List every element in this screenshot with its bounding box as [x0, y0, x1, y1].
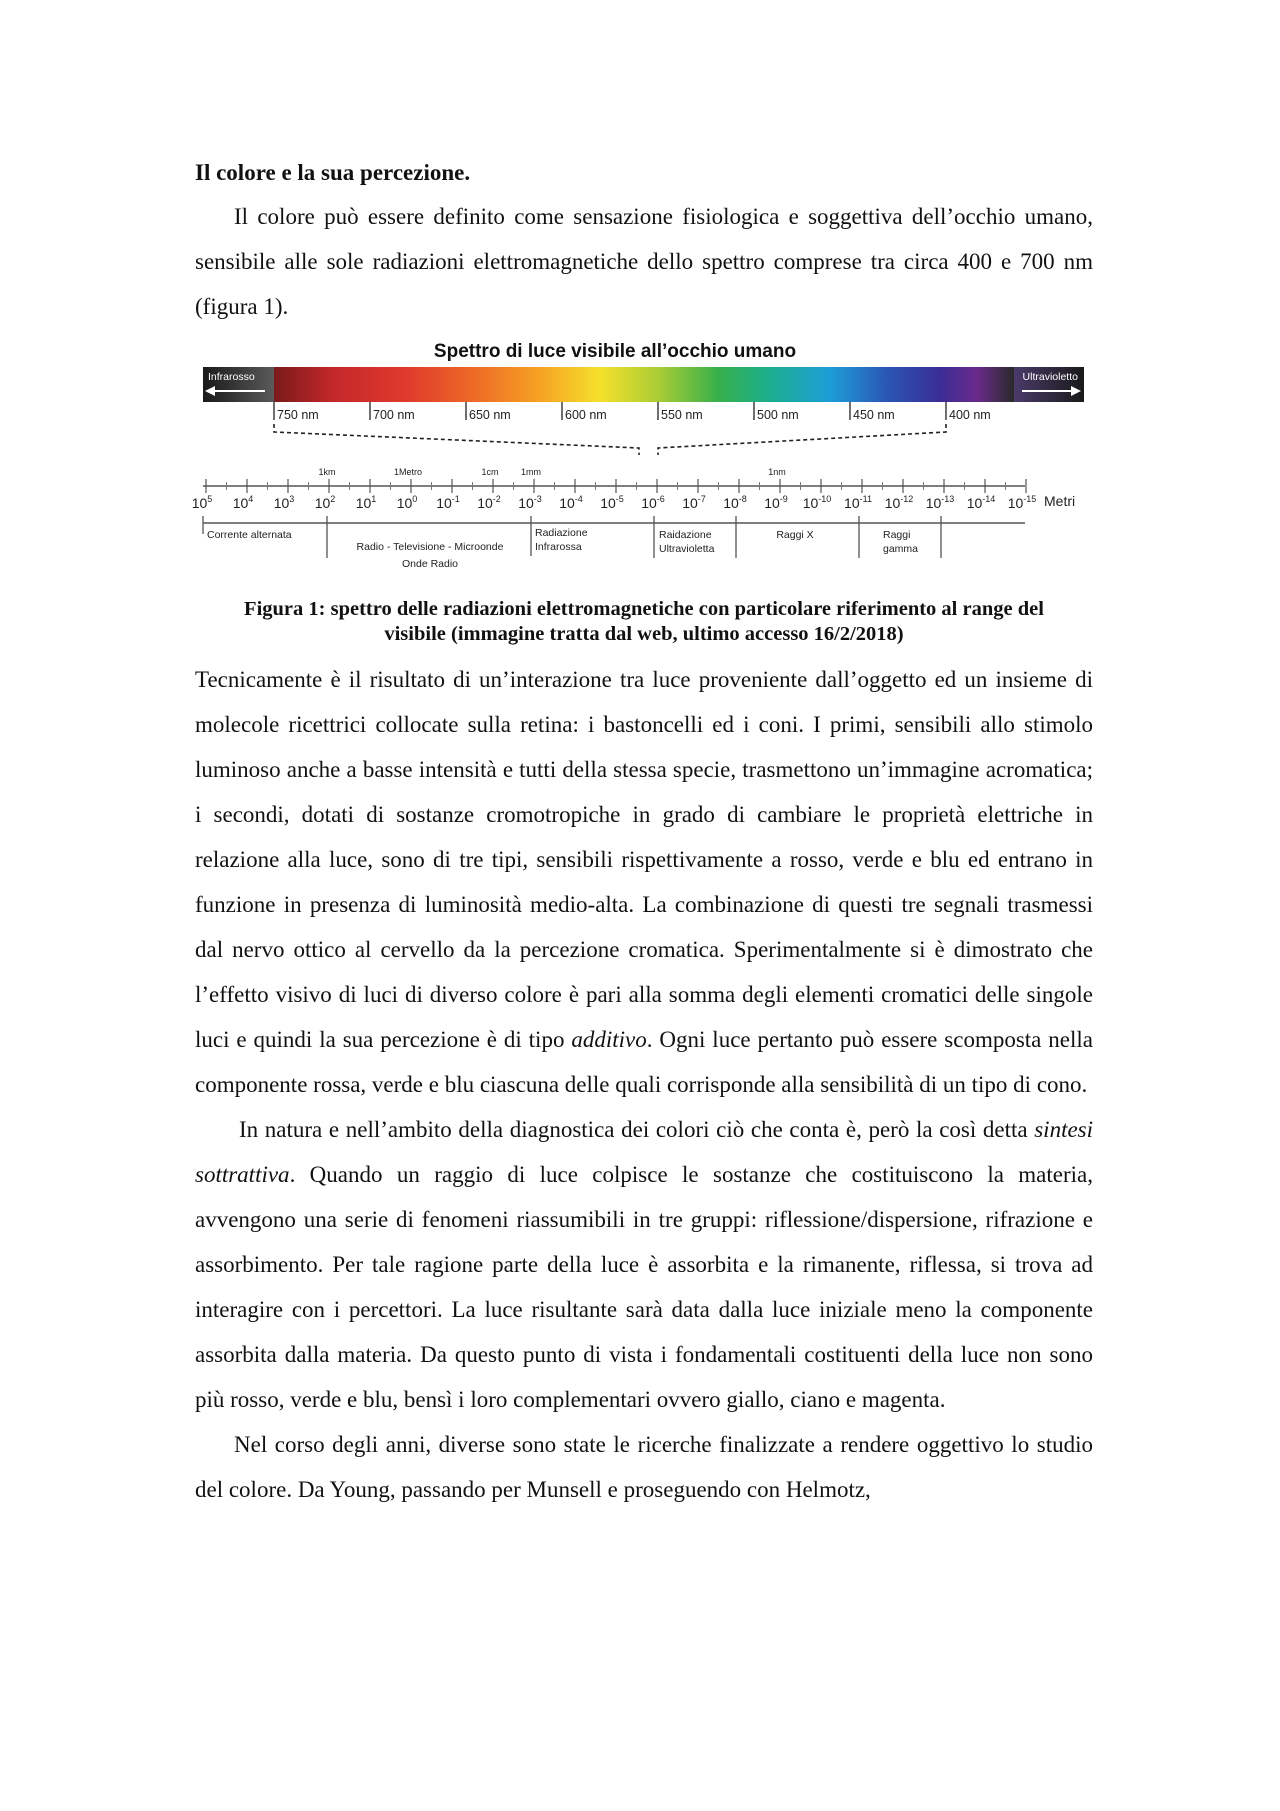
paragraph-3-emphasis: sintesi sottrattiva: [195, 1117, 1094, 1187]
zoom-lines: [274, 424, 946, 455]
paragraph-3: [195, 1107, 1093, 1422]
paragraph-2-emphasis: additivo: [571, 1027, 647, 1052]
exponent-label: $10^{-15}$: [1007, 494, 1037, 511]
nm-label: 600 nm: [565, 408, 607, 422]
band-uv-sublabel: Ultravioletta: [659, 543, 715, 555]
axis-ticks: [206, 479, 1026, 493]
band-radio-sublabel: Onde Radio: [401, 558, 459, 570]
nm-label: 450 nm: [853, 408, 895, 422]
spectrum-diagram: [191, 336, 1093, 594]
paragraph-3-text: In natura e nell’ambito della diagnostica dei colori ciò che conta è, però la così detta: [239, 1117, 1028, 1142]
scale-mark: 1nm: [768, 467, 786, 477]
scale-mark: 1mm: [521, 467, 541, 477]
exponent-label: $10^{-3}$: [518, 494, 542, 511]
nm-label: 500 nm: [757, 408, 799, 422]
section-title: Il colore e la sua percezione.: [195, 160, 471, 185]
unit-label: Metri: [1044, 493, 1076, 509]
exponent-label: $10^{-9}$: [764, 494, 788, 511]
infrared-label: Infrarosso: [208, 371, 255, 383]
document-page: [191, 158, 1094, 1512]
band-uv-label: Raidazione: [659, 529, 712, 541]
exponent-label: $10^{-14}$: [966, 494, 996, 511]
exponent-label: $10^{-10}$: [802, 494, 832, 511]
figure-caption: [195, 597, 1093, 647]
band-gamma-sublabel: gamma: [883, 543, 919, 555]
exponent-label: $10^{-7}$: [682, 494, 706, 511]
exponent-label: $10^5$: [191, 494, 213, 511]
nm-label: 550 nm: [661, 408, 703, 422]
exponent-label: $10^1$: [355, 494, 377, 511]
exponent-labels: [192, 494, 1037, 511]
exponent-label: $10^0$: [396, 494, 418, 511]
band-ir-label: Radiazione: [535, 527, 588, 539]
paragraph-4: Nel corso degli anni, diverse sono state le ricerche finalizzate a rendere oggettivo lo studio del colore. Da Young, passando per Munsell e proseguendo con Helmotz,: [195, 1432, 1093, 1502]
exponent-label: $10^{-1}$: [436, 494, 460, 511]
nm-label: 750 nm: [277, 408, 319, 422]
scale-mark: 1Metro: [393, 467, 423, 477]
exponent-label: $10^{-12}$: [884, 494, 914, 511]
band-ir-sublabel: Infrarossa: [535, 541, 582, 553]
scale-mark: 1km: [318, 467, 336, 477]
caption-line-2: visibile (immagine tratta dal web, ultimo accesso 16/2/2018): [384, 623, 904, 645]
figure-1: [191, 336, 1093, 594]
nm-label: 400 nm: [949, 408, 991, 422]
exponent-label: $10^{-8}$: [723, 494, 747, 511]
nm-label: 650 nm: [469, 408, 511, 422]
exponent-label: $10^4$: [232, 494, 254, 511]
paragraph-1: Il colore può essere definito come sensazione fisiologica e soggettiva dell’occhio umano, sensibile alle sole radiazioni elettromagnetiche dello spettro comprese tra circa 400 e 700 nm (figura 1).: [195, 204, 1093, 319]
ultraviolet-label: Ultravioletto: [1022, 371, 1078, 383]
exponent-label: $10^{-6}$: [641, 494, 665, 511]
visible-spectrum-bar: [274, 367, 1014, 402]
figure-title: Spettro di luce visibile all’occhio umano: [433, 341, 797, 362]
scale-mark: 1cm: [481, 467, 499, 477]
nm-label: 700 nm: [373, 408, 415, 422]
exponent-label: $10^2$: [314, 494, 336, 511]
exponent-label: $10^{-11}$: [844, 494, 872, 511]
band-radio-label: Radio - Televisione - Microonde: [356, 541, 504, 553]
caption-line-1: Figura 1: spettro delle radiazioni elettromagnetiche con particolare riferimento al range del: [244, 598, 1044, 620]
paragraph-2: [195, 657, 1093, 1107]
paragraph-2-end: . Ogni luce pertanto può essere scomposta nella componente rossa, verde e blu ciascuna delle quali corrisponde alla sensibilità di un tipo di cono.: [195, 1027, 1093, 1097]
paragraph-2-text: Tecnicamente è il risultato di un’interazione tra luce proveniente dall’oggetto ed un insieme di molecole ricettrici collocate sulla retina: i bastoncelli ed i coni. I primi, sensibili allo stimolo luminoso anche a basse intensità e tutti della stessa specie, trasmettono un’immagine acromatica; i secondi, dotati di sostanze cromotropiche in grado di cambiare le proprietà elettriche in relazione alla luce, sono di tre tipi, sensibili rispettivamente a rosso, verde e blu ed entrano in funzione in presenza di luminosità medio-alta. La combinazione di questi tre segnali trasmessi dal nervo ottico al cervello da la percezione cromatica. Sperimentalmente si è dimostrato che l’effetto visivo di luci di diverso colore è pari alla somma degli elementi cromatici delle singole luci e quindi la sua percezione è di tipo: [195, 667, 1093, 1052]
exponent-label: $10^{-4}$: [559, 494, 583, 511]
paragraph-3-end: . Quando un raggio di luce colpisce le sostanze che costituiscono la materia, avvengono una serie di fenomeni riassumibili in tre gruppi: riflessione/dispersione, rifrazione e assorbimento. Per tale ragione parte della luce è assorbita e la rimanente, riflessa, si trova ad interagire con i percettori. La luce risultante sarà data dalla luce iniziale meno la componente assorbita dalla materia. Da questo punto di vista i fondamentali costituenti della luce non sono più rosso, verde e blu, bensì i loro complementari ovvero giallo, ciano e magenta.: [195, 1162, 1093, 1412]
band-xray-label: Raggi X: [776, 529, 814, 541]
band-gamma-label: Raggi: [883, 529, 911, 541]
exponent-label: $10^{-13}$: [925, 494, 955, 511]
nm-ticks: [274, 402, 991, 422]
band-ac-label: Corrente alternata: [207, 529, 292, 541]
exponent-label: $10^{-2}$: [477, 494, 501, 511]
exponent-label: $10^3$: [273, 494, 295, 511]
exponent-label: $10^{-5}$: [600, 494, 624, 511]
